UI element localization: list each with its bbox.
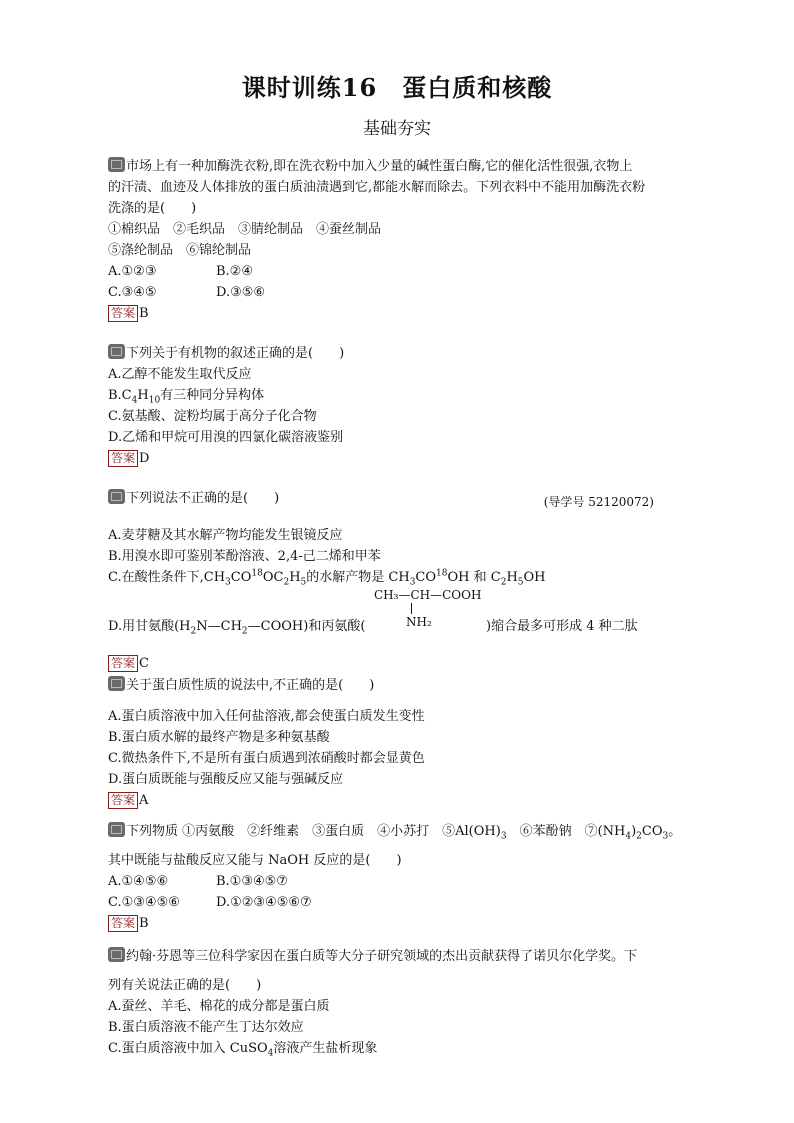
q4-option-c: C.微热条件下,不是所有蛋白质遇到浓硝酸时都会显黄色	[108, 751, 425, 766]
question-5	[108, 821, 708, 934]
q3-stem: 下列说法不正确的是( )	[126, 491, 280, 506]
q5-option-a: A.①④⑤⑥	[108, 874, 169, 889]
q5-option-b: B.①③④⑤⑦	[216, 874, 288, 889]
q4-option-a: A.蛋白质溶液中加入任何盐溶液,都会使蛋白质发生变性	[108, 709, 425, 724]
q1-line-3: 洗涤的是( )	[108, 201, 197, 216]
question-1	[108, 156, 698, 324]
q1-option-c: C.③④⑤	[108, 285, 157, 300]
q2-stem: 下列关于有机物的叙述正确的是( )	[126, 346, 345, 361]
q1-line-1: 市场上有一种加酶洗衣粉,即在洗衣粉中加入少量的碱性蛋白酶,它的催化活性很强,衣物上	[126, 159, 633, 174]
q4-answer: A	[139, 793, 149, 808]
question-icon	[108, 676, 125, 691]
q3-answer: C	[139, 656, 149, 671]
q1-line-2: 的汗渍、血迹及人体排放的蛋白质油渍遇到它,都能水解而除去。下列衣料中不能用加酶洗衣粉	[108, 180, 646, 195]
q5-answer: B	[139, 916, 149, 931]
q2-option-b: $B.C_4H_{10}$有三种同分异构体	[108, 388, 265, 406]
q1-option-a: A.①②③	[108, 264, 157, 279]
q2-answer: D	[139, 451, 150, 466]
q6-line-1: 约翰·芬恩等三位科学家因在蛋白质等大分子研究领域的杰出贡献获得了诺贝尔化学奖。下	[126, 949, 638, 964]
q2-option-c: C.氨基酸、淀粉均属于高分子化合物	[108, 409, 317, 424]
answer-label: 答案	[108, 792, 138, 809]
q6-option-c: C.蛋白质溶液中加入 CuSO$_4$溶液产生盐析现象	[108, 1041, 378, 1059]
question-icon	[108, 947, 125, 962]
q3-option-c: C.在酸性条件下$,CH_3CO^{18}OC_2H_5$的水解产物是 $CH_3CO^{18}OH$ 和 $C_2H_5OH$	[108, 568, 546, 588]
question-4	[108, 675, 698, 811]
question-3-continued	[108, 616, 698, 674]
q3-option-b: B.用溴水即可鉴别苯酚溶液、2,4-己二烯和甲苯	[108, 549, 381, 564]
q2-option-d: D.乙烯和甲烷可用溴的四氯化碳溶液鉴别	[108, 430, 344, 445]
q3-option-d: D.用甘氨酸$(H_2N—CH_2—COOH)$和丙氨酸( )缩合最多可形成 4 种二肽	[108, 619, 638, 637]
q1-line-4: ①棉织品 ②毛织品 ③腈纶制品 ④蚕丝制品	[108, 222, 382, 237]
q1-option-d: D.③⑤⑥	[216, 285, 266, 300]
q1-option-b: B.②④	[216, 264, 253, 279]
alanine-formula-bottom: NH₂	[406, 615, 432, 629]
q4-stem: 关于蛋白质性质的说法中,不正确的是( )	[126, 678, 375, 693]
q1-line-5: ⑤涤纶制品 ⑥锦纶制品	[108, 243, 252, 258]
q6-line-2: 列有关说法正确的是( )	[108, 978, 262, 993]
question-icon	[108, 489, 125, 504]
q5-line-2: 其中既能与盐酸反应又能与 NaOH 反应的是( )	[108, 853, 402, 868]
answer-label: 答案	[108, 305, 138, 322]
answer-label: 答案	[108, 655, 138, 672]
answer-label: 答案	[108, 450, 138, 467]
answer-label: 答案	[108, 915, 138, 932]
q5-option-d: D.①②③④⑤⑥⑦	[216, 895, 312, 910]
page-title: 课时训练16 蛋白质和核酸	[241, 73, 553, 102]
question-icon	[108, 157, 125, 172]
alanine-bond-line	[411, 603, 412, 614]
reference-number: (导学号 52120072)	[543, 495, 654, 509]
q4-option-b: B.蛋白质水解的最终产物是多种氨基酸	[108, 730, 330, 745]
q4-option-d: D.蛋白质既能与强酸反应又能与强碱反应	[108, 772, 344, 787]
q6-option-b: B.蛋白质溶液不能产生丁达尔效应	[108, 1020, 304, 1035]
q3-option-a: A.麦芽糖及其水解产物均能发生银镜反应	[108, 528, 343, 543]
q6-option-a: A.蚕丝、羊毛、棉花的成分都是蛋白质	[108, 999, 330, 1014]
section-heading: 基础夯实	[363, 119, 431, 139]
alanine-formula-top: CH₃—CH—COOH	[374, 588, 482, 602]
question-icon	[108, 344, 125, 359]
question-2	[108, 343, 698, 469]
q1-answer: B	[139, 306, 149, 321]
q5-option-c: C.①③④⑤⑥	[108, 895, 180, 910]
question-icon	[108, 822, 125, 837]
q2-option-a: A.乙醇不能发生取代反应	[108, 367, 252, 382]
q5-stem: 下列物质 ①丙氨酸 ②纤维素 ③蛋白质 ④小苏打 $⑤Al(OH)_3$ ⑥苯酚钠 $⑦(NH_4)_2CO_3$。	[108, 821, 708, 842]
question-6	[108, 946, 698, 1059]
